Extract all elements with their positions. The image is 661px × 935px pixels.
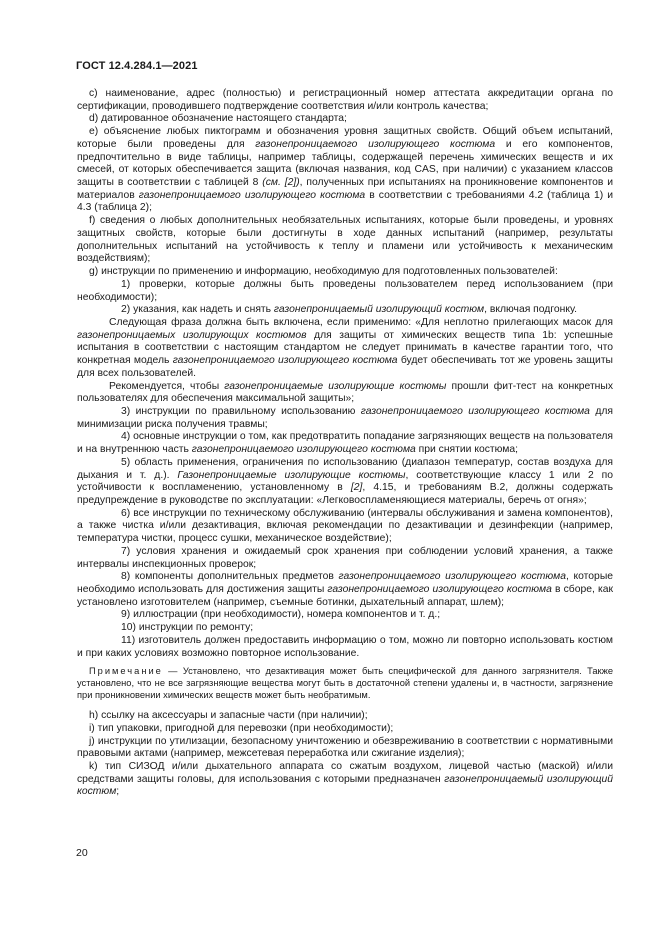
text-span: ;	[116, 786, 120, 798]
italic-term: газонепроницаемого изолирующего костюма	[191, 444, 416, 456]
text-span: 5) область применения, ограничения по использованию (диапазон температур, состав воздуха для дыхания и т. д.).	[77, 456, 613, 481]
text-span: и его компонентов, предпочтительно в виде таблицы, например таблицы, содержащей перечень химических веществ и их смесей, от которых обеспечивается защита (включая названия, код CAS, при наличии) с указанием классов защиты в соответствии с таблицей 8	[77, 138, 613, 189]
text-span: 8) компоненты дополнительных предметов	[121, 571, 339, 583]
paragraph-g7	[77, 546, 613, 571]
paragraph-f	[77, 215, 613, 266]
text-span: 11) изготовитель должен предоставить информацию о том, можно ли повторно использовать костюм и при каких условиях возможно повторное использование.	[77, 634, 613, 659]
paragraph-g8	[77, 571, 613, 609]
text-span: 9) иллюстрации (при необходимости), номера компонентов и т. д.;	[121, 609, 441, 621]
paragraph-g4	[77, 431, 613, 456]
text-span: f) сведения о любых дополнительных необязательных испытаниях, которые были проведены, и уровнях защитных свойств, которые были достигнуты в ходе данных испытаний (например, результаты дополнительных испытаний на устойчивость к теплу и пламени или устойчивость к механическим воздействиям);	[77, 215, 613, 265]
paragraph-h	[77, 710, 613, 723]
italic-term: газонепроницаемого изолирующего костюма	[255, 138, 496, 150]
paragraph-c	[77, 88, 613, 113]
paragraph-i	[77, 723, 613, 736]
paragraph-g9	[77, 609, 613, 622]
text-span: 4) основные инструкции о том, как предотвратить попадание загрязняющих веществ на пользователя и на внутреннюю часть	[77, 431, 613, 456]
text-span: прошли фит-тест на конкретных пользователях для обеспечения максимальной защиты»;	[77, 380, 614, 405]
italic-term: Газонепроницаемые изолирующие костюмы	[177, 469, 406, 481]
text-span: , соответствующие классу 1 или 2 по устойчивости к воспламенению, установленному в	[77, 469, 613, 494]
text-span: Рекомендуется, чтобы	[109, 380, 225, 392]
paragraph-list	[77, 88, 613, 660]
note	[77, 666, 613, 701]
text-span: при снятии костюма;	[415, 444, 519, 456]
text-span: , полученных при испытаниях на проникновение компонентов и материалов	[77, 177, 614, 201]
paragraph-list-after-note	[77, 710, 613, 799]
note-text: — Установлено, что дезактивация может быть специфической для данного загрязнителя. Также установлено, что не все загрязняющие вещества могут быть в достаточной степени удалены и, в частности, загрязнение при проникновении химических веществ может быть необратимым.	[77, 666, 613, 700]
text-span: для минимизации риска получения травмы;	[77, 405, 614, 430]
paragraph-g2a	[77, 317, 613, 381]
italic-term: газонепроницаемые изолирующие костюмы	[224, 380, 447, 392]
note-label: Примечание	[89, 666, 163, 677]
italic-term: газонепроницаемых изолирующих костюмов	[77, 329, 307, 341]
page-number: 20	[76, 847, 88, 859]
text-span: k) тип СИЗОД и/или дыхательного аппарата со сжатым воздухом, лицевой частью (маской) и/или средствами защиты головы, для использования с которыми предназначен	[77, 761, 613, 785]
text-span: е) объяснение любых пиктограмм и обозначения уровня защитных свойств. Общий объем испытаний, которые были проведены для	[77, 126, 613, 150]
text-span: , которые необходимо использовать для достижения защиты	[77, 571, 614, 596]
text-span: d) датированное обозначение настоящего стандарта;	[89, 113, 347, 125]
italic-term: [2]	[350, 482, 363, 494]
paragraph-g	[77, 266, 613, 279]
text-span: будет обеспечивать тот же уровень защиты для всех пользователей.	[77, 355, 613, 379]
text-span: , 4.15, и требованиям В.2, должны содержать предупреждение в руководстве по эксплуатации: «Легковоспламеняющиеся материалы, беречь от огня»;	[77, 482, 613, 506]
paragraph-g2b	[77, 381, 613, 406]
text-span: h) ссылку на аксессуары и запасные части (при наличии);	[89, 710, 368, 722]
italic-term: газонепроницаемого изолирующего костюма	[327, 584, 552, 596]
text-span: в соответствии с требованиями 4.2 (таблица 1) и 4.3 (таблица 2);	[77, 189, 613, 214]
italic-term: газонепроницаемый изолирующий костюм	[77, 773, 613, 798]
italic-term: газонепроницаемого изолирующего костюма	[360, 405, 590, 417]
italic-term: газонепроницаемый изолирующий костюм	[273, 304, 485, 316]
paragraph-d	[77, 113, 613, 126]
document-body	[77, 88, 613, 799]
italic-term: газонепроницаемого изолирующего костюма	[172, 355, 398, 367]
text-span: 1) проверки, которые должны быть проведены пользователем перед использованием (при необходимости);	[77, 278, 613, 303]
text-span: 6) все инструкции по техническому обслуживанию (интервалы обслуживания и замена компонентов), а также чистка и/или дезактивация, включая рекомендации по дезактивации и дезинфекции (например, температура чистки, процесс сушки, механическое воздействие);	[77, 507, 613, 545]
paragraph-g10	[77, 622, 613, 635]
italic-term: газонепроницаемого изолирующего костюма	[138, 189, 366, 201]
text-span: 2) указания, как надеть и снять	[121, 304, 274, 316]
text-span: в сборе, как установлено изготовителем (например, съемные ботинки, дыхательный аппарат, шлем);	[77, 584, 613, 608]
paragraph-g6	[77, 508, 613, 546]
text-span: c) наименование, адрес (полностью) и регистрационный номер аттестата аккредитации органа по сертификации, проводившего подтверждение соответствия и/или контроль качества;	[77, 88, 613, 112]
text-span: i) тип упаковки, пригодной для перевозки (при необходимости);	[89, 722, 394, 734]
paragraph-k	[77, 761, 613, 799]
paragraph-g3	[77, 406, 613, 431]
paragraph-e	[77, 126, 613, 215]
text-span: 3) инструкции по правильному использованию	[121, 405, 361, 417]
paragraph-j	[77, 736, 613, 761]
italic-term: (см. [2])	[262, 177, 300, 189]
text-span: j) инструкции по утилизации, безопасному уничтожению и обезвреживанию в соответствии с нормативными правовыми актами (например, межсетевая переработка или сжигание изделия);	[77, 735, 613, 760]
paragraph-g11	[77, 635, 613, 660]
text-span: Следующая фраза должна быть включена, если применимо: «Для неплотно прилегающих масок для	[109, 316, 613, 328]
paragraph-g1	[77, 279, 613, 304]
text-span: 7) условия хранения и ожидаемый срок хранения при соблюдении условий хранения, а также интервалы инспекционных проверок;	[77, 545, 613, 570]
paragraph-g2	[77, 304, 613, 317]
text-span: для защиты от химических веществ типа 1b: успешные испытания в соответствии с настоящим стандартом не следует принимать в качестве гарантии того, что конкретная модель	[77, 329, 613, 367]
text-span: 10) инструкции по ремонту;	[121, 622, 254, 634]
text-span: , включая подгонку.	[484, 304, 578, 316]
italic-term: газонепроницаемого изолирующего костюма	[338, 571, 567, 583]
paragraph-g5	[77, 457, 613, 508]
text-span: g) инструкции по применению и информацию, необходимую для подготовленных пользователей:	[89, 266, 558, 278]
document-header: ГОСТ 12.4.284.1—2021	[76, 60, 198, 72]
